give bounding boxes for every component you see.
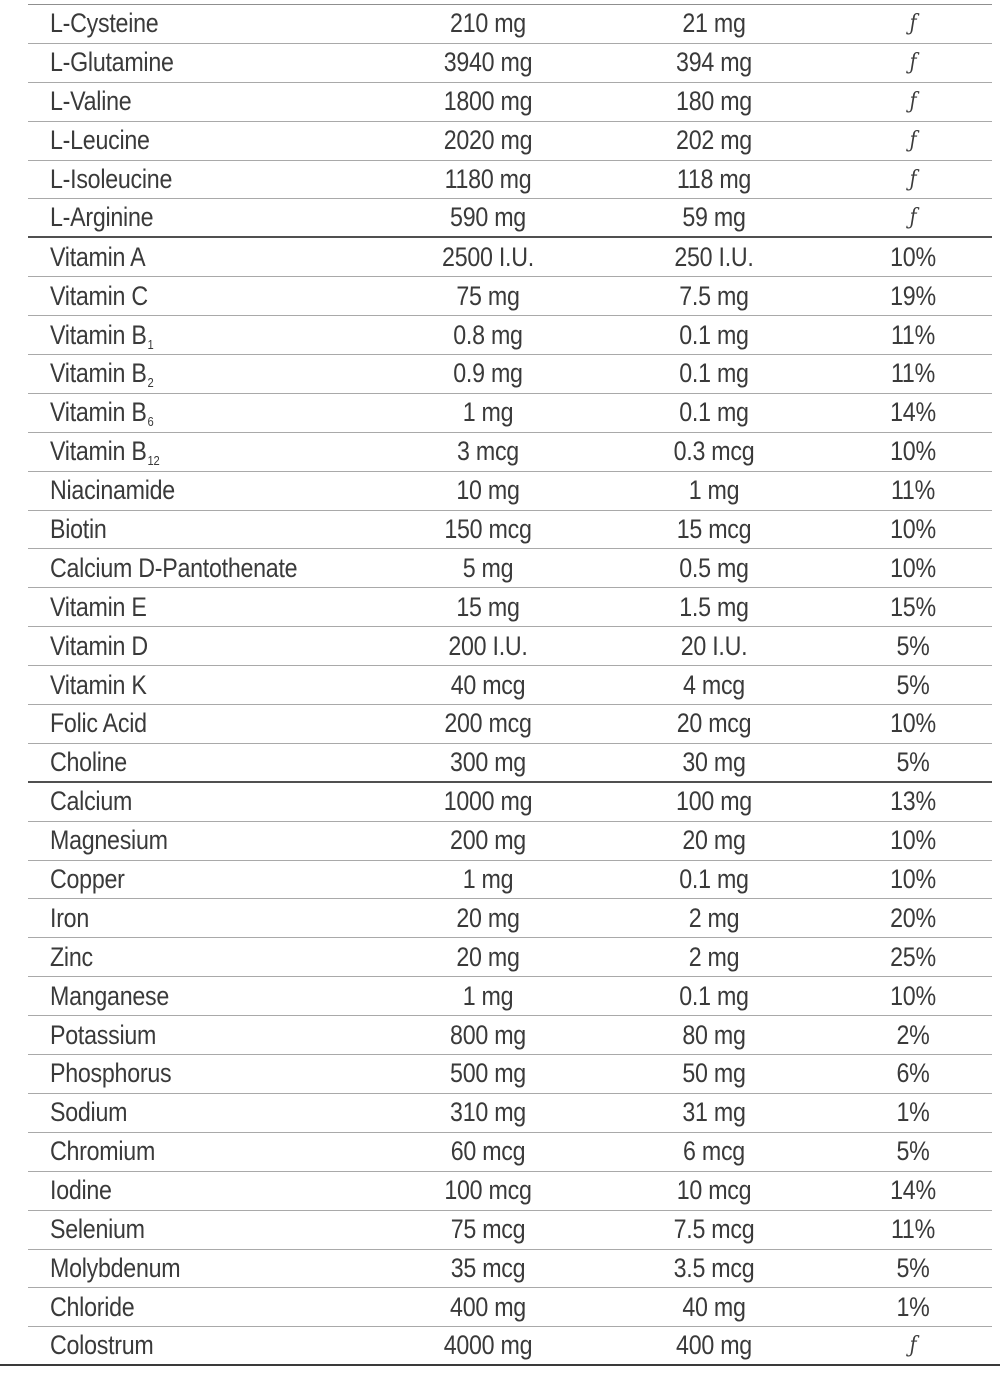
nutrient-name: [50, 355, 360, 393]
daily-value-cell: [862, 899, 963, 937]
nutrient-name-text: Calcium D-Pantothenate: [50, 552, 298, 583]
amount-cell: 75 mcg: [450, 1214, 526, 1245]
daily-value-text: 10%: [890, 514, 936, 545]
nutrient-name-text: L-Glutamine: [50, 47, 174, 78]
table-row: [28, 238, 992, 277]
table-row: [28, 1133, 992, 1172]
per-serving-cell: 10 mcg: [676, 1175, 752, 1206]
nutrient-name: [50, 161, 360, 199]
per-serving-cell: 20 I.U.: [680, 630, 748, 661]
nutrient-name: [50, 783, 360, 821]
nutrient-subscript: 12: [147, 453, 160, 469]
table-row: [28, 899, 992, 938]
nutrient-name: [50, 472, 360, 510]
amount-cell: 60 mcg: [450, 1136, 526, 1167]
nutrient-name: [50, 1133, 360, 1171]
per-serving-cell: 2 mg: [688, 902, 740, 933]
nutrient-name-text: Vitamin B: [50, 319, 147, 350]
daily-value-not-established-mark: ƒ: [909, 50, 917, 76]
daily-value-cell: [862, 5, 963, 43]
nutrient-name: [50, 277, 360, 315]
daily-value-cell: [862, 1250, 963, 1288]
nutrient-name: [50, 744, 360, 781]
amount-cell: 300 mg: [450, 746, 526, 777]
nutrient-name: [50, 44, 360, 82]
table-row: [28, 161, 992, 200]
per-serving-cell: 0.1 mg: [679, 358, 749, 389]
nutrient-name: [50, 861, 360, 899]
daily-value-cell: [862, 161, 963, 199]
nutrient-name-text: L-Leucine: [50, 125, 150, 156]
nutrient-name: [50, 1250, 360, 1288]
nutrient-name: [50, 5, 360, 43]
daily-value-not-established-mark: ƒ: [909, 205, 917, 231]
per-serving-cell: 15 mcg: [676, 514, 752, 545]
daily-value-cell: [862, 1133, 963, 1171]
nutrient-subscript: 2: [147, 375, 154, 391]
per-serving-cell: 0.1 mg: [679, 319, 749, 350]
daily-value-text: 11%: [891, 319, 935, 350]
daily-value-text: 6%: [896, 1058, 930, 1089]
daily-value-text: 10%: [890, 980, 936, 1011]
nutrient-name: [50, 705, 360, 743]
per-serving-cell: 7.5 mg: [679, 280, 749, 311]
daily-value-cell: [862, 433, 963, 471]
per-serving-cell: 100 mg: [676, 786, 752, 817]
daily-value-cell: [862, 1172, 963, 1210]
table-row: [28, 861, 992, 900]
daily-value-not-established-mark: ƒ: [909, 1333, 917, 1359]
nutrient-name-text: Folic Acid: [50, 708, 147, 739]
nutrient-name: [50, 549, 360, 587]
daily-value-cell: [862, 549, 963, 587]
nutrient-name-text: Molybdenum: [50, 1252, 181, 1283]
amount-cell: 20 mg: [456, 941, 520, 972]
daily-value-text: 13%: [890, 786, 936, 817]
amount-cell: 5 mg: [462, 552, 514, 583]
daily-value-not-established-mark: ƒ: [909, 128, 917, 154]
table-row: [28, 783, 992, 822]
amount-cell: 4000 mg: [443, 1330, 533, 1361]
nutrient-name-text: Manganese: [50, 980, 170, 1011]
table-row: [28, 83, 992, 122]
nutrient-name-text: Choline: [50, 746, 127, 777]
nutrient-name: [50, 822, 360, 860]
amount-cell: 2020 mg: [443, 125, 533, 156]
table-row: [28, 1288, 992, 1327]
nutrient-name-text: Vitamin B: [50, 397, 147, 428]
nutrient-name-text: L-Valine: [50, 86, 132, 117]
daily-value-text: 25%: [890, 941, 936, 972]
table-row: [28, 433, 992, 472]
daily-value-cell: [862, 277, 963, 315]
daily-value-cell: [862, 1288, 963, 1326]
amount-cell: 1 mg: [462, 980, 514, 1011]
amount-cell: 800 mg: [450, 1019, 526, 1050]
nutrient-name: [50, 1055, 360, 1093]
nutrient-name-text: L-Isoleucine: [50, 164, 173, 194]
daily-value-cell: [862, 44, 963, 82]
table-row: [28, 977, 992, 1016]
nutrient-name-text: Magnesium: [50, 825, 168, 856]
per-serving-cell: 0.1 mg: [679, 980, 749, 1011]
nutrient-name: [50, 899, 360, 937]
per-serving-cell: 50 mg: [682, 1058, 746, 1089]
per-serving-cell: 202 mg: [676, 125, 752, 156]
amount-cell: 200 I.U.: [448, 630, 528, 661]
amount-cell: 1000 mg: [443, 786, 533, 817]
per-serving-cell: 0.1 mg: [679, 397, 749, 428]
per-serving-cell: 2 mg: [688, 941, 740, 972]
daily-value-text: 5%: [896, 630, 930, 661]
daily-value-text: 11%: [891, 475, 935, 506]
amount-cell: 100 mcg: [444, 1175, 532, 1206]
amount-cell: 1800 mg: [443, 86, 533, 117]
per-serving-cell: 20 mg: [682, 825, 746, 856]
per-serving-cell: 20 mcg: [676, 708, 752, 739]
daily-value-cell: [862, 122, 963, 160]
daily-value-cell: [862, 1016, 963, 1054]
nutrient-name: [50, 1172, 360, 1210]
nutrient-name: [50, 394, 360, 432]
table-row: [28, 744, 992, 783]
table-row: [28, 1250, 992, 1289]
nutrient-name-text: Vitamin D: [50, 630, 148, 661]
per-serving-cell: 30 mg: [682, 746, 746, 777]
nutrient-name-text: Selenium: [50, 1214, 145, 1245]
amount-cell: 1180 mg: [444, 164, 532, 194]
table-row: [28, 1172, 992, 1211]
nutrient-name: [50, 238, 360, 276]
per-serving-cell: 4 mcg: [683, 669, 745, 700]
amount-cell: 210 mg: [450, 8, 526, 39]
daily-value-text: 1%: [896, 1291, 930, 1322]
per-serving-cell: 59 mg: [682, 202, 746, 233]
nutrient-subscript: 1: [147, 336, 154, 352]
daily-value-cell: [862, 744, 963, 781]
daily-value-cell: [862, 1327, 963, 1364]
amount-cell: 3 mcg: [457, 436, 519, 467]
per-serving-cell: 0.5 mg: [679, 552, 749, 583]
daily-value-cell: [862, 1211, 963, 1249]
nutrient-name: [50, 511, 360, 549]
daily-value-cell: [862, 783, 963, 821]
daily-value-not-established-mark: ƒ: [909, 89, 917, 115]
table-row: [28, 44, 992, 83]
table-row: [28, 394, 992, 433]
per-serving-cell: 1.5 mg: [679, 591, 749, 622]
nutrient-name-text: Chromium: [50, 1136, 156, 1167]
nutrient-name: [50, 1327, 360, 1364]
per-serving-cell: 118 mg: [676, 164, 752, 194]
amount-cell: 1 mg: [462, 864, 514, 895]
nutrient-name-text: Vitamin B: [50, 358, 147, 389]
nutrient-name: [50, 122, 360, 160]
nutrient-name: [50, 1016, 360, 1054]
amount-cell: 35 mcg: [450, 1252, 526, 1283]
nutrient-name-text: Iodine: [50, 1175, 112, 1206]
daily-value-cell: [862, 394, 963, 432]
amount-cell: 310 mg: [450, 1097, 526, 1128]
daily-value-cell: [862, 238, 963, 276]
daily-value-cell: [862, 705, 963, 743]
daily-value-text: 10%: [890, 864, 936, 895]
nutrient-name-text: Copper: [50, 864, 125, 895]
per-serving-cell: 31 mg: [682, 1097, 746, 1128]
daily-value-cell: [862, 355, 963, 393]
daily-value-text: 5%: [896, 1136, 930, 1167]
table-row: [28, 316, 992, 355]
nutrient-name-text: Chloride: [50, 1291, 135, 1322]
nutrient-name: [50, 83, 360, 121]
nutrient-name-text: Vitamin C: [50, 280, 148, 311]
per-serving-cell: 0.3 mcg: [673, 436, 755, 467]
table-row: [28, 627, 992, 666]
daily-value-text: 5%: [896, 1252, 930, 1283]
nutrient-name-text: Niacinamide: [50, 475, 175, 506]
daily-value-text: 11%: [891, 1214, 935, 1245]
amount-cell: 20 mg: [456, 902, 520, 933]
daily-value-cell: [862, 316, 963, 354]
nutrient-name: [50, 938, 360, 976]
daily-value-text: 1%: [896, 1097, 930, 1128]
nutrient-name-text: Vitamin B: [50, 436, 147, 467]
daily-value-text: 15%: [890, 591, 936, 622]
daily-value-cell: [862, 938, 963, 976]
amount-cell: 0.9 mg: [453, 358, 523, 389]
daily-value-text: 11%: [891, 358, 935, 389]
daily-value-text: 10%: [890, 241, 936, 272]
nutrient-name-text: L-Arginine: [50, 202, 154, 233]
nutrient-name-text: Colostrum: [50, 1330, 154, 1361]
amount-cell: 3940 mg: [443, 47, 533, 78]
table-row: [0, 1327, 1000, 1366]
table-row: [28, 277, 992, 316]
amount-cell: 1 mg: [462, 397, 514, 428]
table-row: [28, 1055, 992, 1094]
daily-value-text: 10%: [890, 552, 936, 583]
per-serving-cell: 0.1 mg: [679, 864, 749, 895]
amount-cell: 15 mg: [456, 591, 520, 622]
table-row: [28, 666, 992, 705]
daily-value-cell: [862, 511, 963, 549]
nutrient-name-text: Phosphorus: [50, 1058, 172, 1089]
per-serving-cell: 394 mg: [676, 47, 752, 78]
daily-value-cell: [862, 666, 963, 704]
nutrient-name-text: Zinc: [50, 941, 93, 972]
per-serving-cell: 21 mg: [682, 8, 746, 39]
daily-value-cell: [862, 627, 963, 665]
amount-cell: 150 mcg: [444, 514, 532, 545]
nutrient-name-text: Calcium: [50, 786, 133, 817]
nutrient-name-text: Vitamin A: [50, 241, 146, 272]
table-row: [28, 122, 992, 161]
daily-value-text: 10%: [890, 708, 936, 739]
daily-value-not-established-mark: ƒ: [909, 167, 917, 192]
per-serving-cell: 40 mg: [682, 1291, 746, 1322]
table-row: [28, 5, 992, 44]
amount-cell: 500 mg: [450, 1058, 526, 1089]
daily-value-text: 2%: [896, 1019, 930, 1050]
daily-value-text: 5%: [896, 669, 930, 700]
table-row: [28, 549, 992, 588]
per-serving-cell: 250 I.U.: [674, 241, 754, 272]
daily-value-cell: [862, 1094, 963, 1132]
nutrient-name: [50, 1211, 360, 1249]
daily-value-text: 14%: [890, 397, 936, 428]
daily-value-cell: [862, 977, 963, 1015]
amount-cell: 590 mg: [450, 202, 526, 233]
amount-cell: 200 mg: [450, 825, 526, 856]
table-row: [28, 822, 992, 861]
table-row: [28, 1016, 992, 1055]
amount-cell: 200 mcg: [444, 708, 532, 739]
daily-value-cell: [862, 83, 963, 121]
table-row: [28, 199, 992, 238]
nutrient-name-text: L-Cysteine: [50, 8, 159, 39]
daily-value-cell: [862, 588, 963, 626]
daily-value-text: 10%: [890, 825, 936, 856]
daily-value-text: 19%: [890, 280, 936, 311]
nutrient-name: [50, 588, 360, 626]
table-row: [28, 355, 992, 394]
nutrient-name-text: Biotin: [50, 514, 107, 545]
amount-cell: 400 mg: [450, 1291, 526, 1322]
per-serving-cell: 80 mg: [682, 1019, 746, 1050]
per-serving-cell: 6 mcg: [683, 1136, 745, 1167]
nutrient-name: [50, 977, 360, 1015]
nutrient-name-text: Vitamin E: [50, 591, 147, 622]
nutrient-name-text: Vitamin K: [50, 669, 147, 700]
daily-value-cell: [862, 472, 963, 510]
table-body: [0, 5, 1000, 1366]
per-serving-cell: 3.5 mcg: [673, 1252, 755, 1283]
daily-value-text: 20%: [890, 902, 936, 933]
table-row: [28, 938, 992, 977]
per-serving-cell: 400 mg: [676, 1330, 752, 1361]
amount-cell: 0.8 mg: [453, 319, 523, 350]
per-serving-cell: 180 mg: [676, 86, 752, 117]
table-row: [28, 1211, 992, 1250]
daily-value-text: 5%: [896, 746, 930, 777]
table-row: [28, 1094, 992, 1133]
daily-value-text: 10%: [890, 436, 936, 467]
nutrient-name-text: Iron: [50, 902, 89, 933]
daily-value-cell: [862, 199, 963, 236]
per-serving-cell: 7.5 mcg: [673, 1214, 755, 1245]
daily-value-cell: [862, 822, 963, 860]
nutrient-name: [50, 1094, 360, 1132]
table-row: [28, 511, 992, 550]
table-row: [28, 705, 992, 744]
daily-value-text: 14%: [890, 1175, 936, 1206]
nutrient-name: [50, 666, 360, 704]
amount-cell: 2500 I.U.: [442, 241, 534, 272]
daily-value-cell: [862, 1055, 963, 1093]
amount-cell: 10 mg: [456, 475, 520, 506]
nutrient-subscript: 6: [147, 414, 154, 430]
nutrient-name: [50, 1288, 360, 1326]
table-row: [28, 588, 992, 627]
daily-value-not-established-mark: ƒ: [909, 11, 917, 37]
nutrient-name-text: Potassium: [50, 1019, 157, 1050]
nutrient-name-text: Sodium: [50, 1097, 128, 1128]
nutrient-name: [50, 433, 360, 471]
nutrient-name: [50, 627, 360, 665]
per-serving-cell: 1 mg: [688, 475, 740, 506]
nutrient-name: [50, 316, 360, 354]
amount-cell: 40 mcg: [450, 669, 526, 700]
amount-cell: 75 mg: [456, 280, 520, 311]
daily-value-cell: [862, 861, 963, 899]
nutrient-name: [50, 199, 360, 236]
table-row: [28, 472, 992, 511]
